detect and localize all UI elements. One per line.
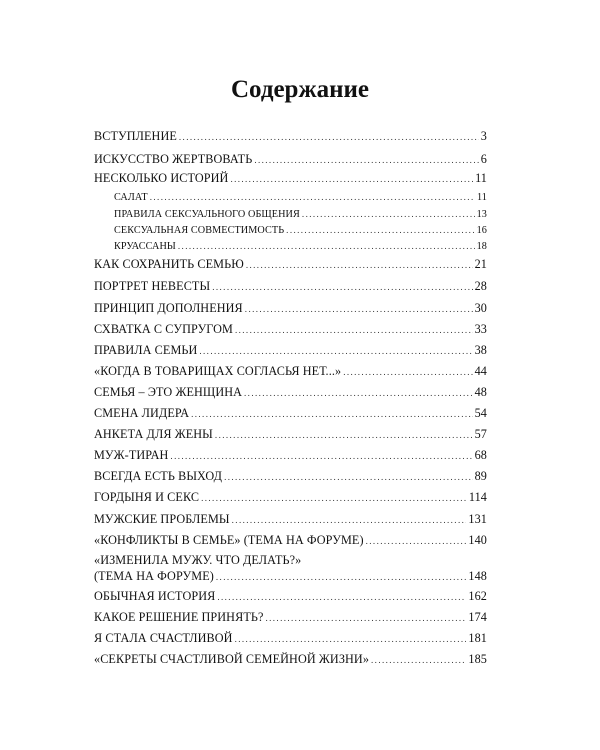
toc-entry[interactable]	[94, 405, 487, 422]
dot-leader	[178, 238, 475, 254]
toc-entry-page: 48	[474, 385, 487, 399]
dot-leader	[246, 257, 473, 273]
toc-entry-page: 38	[474, 343, 487, 357]
toc-entry-label: ВСТУПЛЕНИЕ	[94, 129, 177, 143]
dot-leader	[254, 152, 478, 168]
toc-entry-label: «ИЗМЕНИЛА МУЖУ. ЧТО ДЕЛАТЬ?»	[94, 553, 302, 567]
toc-subentry[interactable]	[114, 206, 487, 223]
toc-entry[interactable]	[94, 363, 487, 380]
toc-entry[interactable]	[94, 532, 487, 549]
toc-entry[interactable]	[94, 170, 487, 187]
toc-entry[interactable]	[94, 342, 487, 359]
toc-entry-label: КРУАССАНЫ	[114, 241, 176, 252]
toc-entry[interactable]	[94, 447, 487, 464]
toc-entry[interactable]	[94, 321, 487, 338]
toc-entry-label: СЕМЬЯ – ЭТО ЖЕНЩИНА	[94, 385, 243, 399]
toc-entry-label: ИСКУССТВО ЖЕРТВОВАТЬ	[94, 152, 253, 166]
toc-subentry[interactable]	[114, 222, 487, 239]
toc-entry-page: 13	[476, 209, 487, 220]
toc-entry-page: 21	[474, 257, 487, 271]
toc-entry-label: КАК СОХРАНИТЬ СЕМЬЮ	[94, 257, 244, 271]
toc-entry-label: Я СТАЛА СЧАСТЛИВОЙ	[94, 631, 233, 645]
toc-entry-label: МУЖ-ТИРАН	[94, 448, 169, 462]
toc-entry[interactable]	[94, 630, 487, 647]
dot-leader	[286, 222, 474, 238]
dot-leader	[371, 652, 466, 668]
toc-entry-page: 3	[480, 129, 487, 143]
toc-entry-page: 185	[468, 652, 487, 666]
toc-entry-label: ВСЕГДА ЕСТЬ ВЫХОД	[94, 469, 223, 483]
dot-leader	[179, 129, 479, 145]
toc-entry-page: 30	[474, 301, 487, 315]
toc-entry[interactable]	[94, 552, 487, 585]
toc-entry[interactable]	[94, 151, 487, 168]
toc-entry-label: «КОНФЛИКТЫ В СЕМЬЕ» (ТЕМА НА ФОРУМЕ)	[94, 533, 364, 547]
dot-leader	[212, 279, 472, 295]
dot-leader	[235, 631, 467, 647]
toc-entry-label: МУЖСКИЕ ПРОБЛЕМЫ	[94, 512, 230, 526]
toc-entry[interactable]	[94, 489, 487, 506]
dot-leader	[232, 512, 467, 528]
toc-entry-label: ПРАВИЛА СЕКСУАЛЬНОГО ОБЩЕНИЯ	[114, 209, 300, 220]
dot-leader	[217, 589, 466, 605]
toc-entry-label: САЛАТ	[114, 192, 148, 203]
toc-entry-page: 140	[468, 533, 487, 547]
toc-entry-page: 11	[476, 192, 487, 203]
toc-entry-page: 114	[468, 490, 487, 504]
toc-entry-page: 57	[474, 427, 487, 441]
toc-entry-label: НЕСКОЛЬКО ИСТОРИЙ	[94, 171, 229, 185]
dot-leader	[170, 448, 472, 464]
dot-leader	[230, 171, 473, 187]
toc-entry-label: «СЕКРЕТЫ СЧАСТЛИВОЙ СЕМЕЙНОЙ ЖИЗНИ»	[94, 652, 370, 666]
toc-entry-page: 148	[468, 569, 487, 583]
toc-entry[interactable]	[94, 384, 487, 401]
toc-entry-page: 68	[474, 448, 487, 462]
toc-entry-label: СХВАТКА С СУПРУГОМ	[94, 322, 233, 336]
toc-entry-page: 6	[480, 152, 487, 166]
toc-entry[interactable]	[94, 300, 487, 317]
dot-leader	[265, 610, 466, 626]
toc-entry[interactable]	[94, 128, 487, 145]
toc-entry[interactable]	[94, 278, 487, 295]
dot-leader	[150, 189, 475, 205]
toc-subentry[interactable]	[114, 238, 487, 255]
dot-leader	[235, 322, 473, 338]
toc-entry-page: 174	[468, 610, 487, 624]
dot-leader	[191, 406, 473, 422]
toc-entry[interactable]	[94, 256, 487, 273]
toc-entry-label: ПОРТРЕТ НЕВЕСТЫ	[94, 279, 211, 293]
page-title: Содержание	[230, 76, 369, 103]
toc-entry-label: ПРАВИЛА СЕМЬИ	[94, 343, 198, 357]
toc-entry-label: КАКОЕ РЕШЕНИЕ ПРИНЯТЬ?	[94, 610, 264, 624]
toc-entry[interactable]	[94, 651, 487, 668]
toc-entry[interactable]	[94, 426, 487, 443]
dot-leader	[215, 427, 473, 443]
toc-entry-page: 89	[474, 469, 487, 483]
toc-entry-page: 44	[474, 364, 487, 378]
toc-entry-page: 18	[476, 241, 487, 252]
toc-entry-label: АНКЕТА ДЛЯ ЖЕНЫ	[94, 427, 213, 441]
toc-entry-label-continued: (ТЕМА НА ФОРУМЕ)	[94, 569, 214, 583]
dot-leader	[199, 343, 472, 359]
dot-leader	[244, 385, 473, 401]
toc-entry-label: ПРИНЦИП ДОПОЛНЕНИЯ	[94, 301, 243, 315]
toc-entry-label: СМЕНА ЛИДЕРА	[94, 406, 190, 420]
toc-entry-page: 54	[474, 406, 487, 420]
dot-leader	[224, 469, 473, 485]
toc-entry-label: ГОРДЫНЯ И СЕКС	[94, 490, 200, 504]
toc-entry-page: 131	[468, 512, 487, 526]
toc-entry-page: 181	[468, 631, 487, 645]
toc-entry-label: СЕКСУАЛЬНАЯ СОВМЕСТИМОСТЬ	[114, 225, 285, 236]
toc-entry[interactable]	[94, 588, 487, 605]
toc-entry[interactable]	[94, 609, 487, 626]
toc-entry-page: 162	[468, 589, 487, 603]
toc-entry[interactable]	[94, 468, 487, 485]
dot-leader	[302, 206, 475, 222]
toc-entry-page: 28	[474, 279, 487, 293]
toc-entry-label: ОБЫЧНАЯ ИСТОРИЯ	[94, 589, 216, 603]
toc-entry[interactable]	[94, 511, 487, 528]
dot-leader	[245, 301, 473, 317]
dot-leader	[366, 533, 467, 549]
dot-leader	[343, 364, 472, 380]
toc-entry-page: 11	[475, 171, 487, 185]
dot-leader	[201, 490, 467, 506]
toc-entry-label: «КОГДА В ТОВАРИЩАХ СОГЛАСЬЯ НЕТ...»	[94, 364, 342, 378]
toc-entry-page: 16	[476, 225, 487, 236]
dot-leader	[216, 569, 467, 585]
toc-subentry[interactable]	[114, 189, 487, 206]
toc-entry-page: 33	[474, 322, 487, 336]
